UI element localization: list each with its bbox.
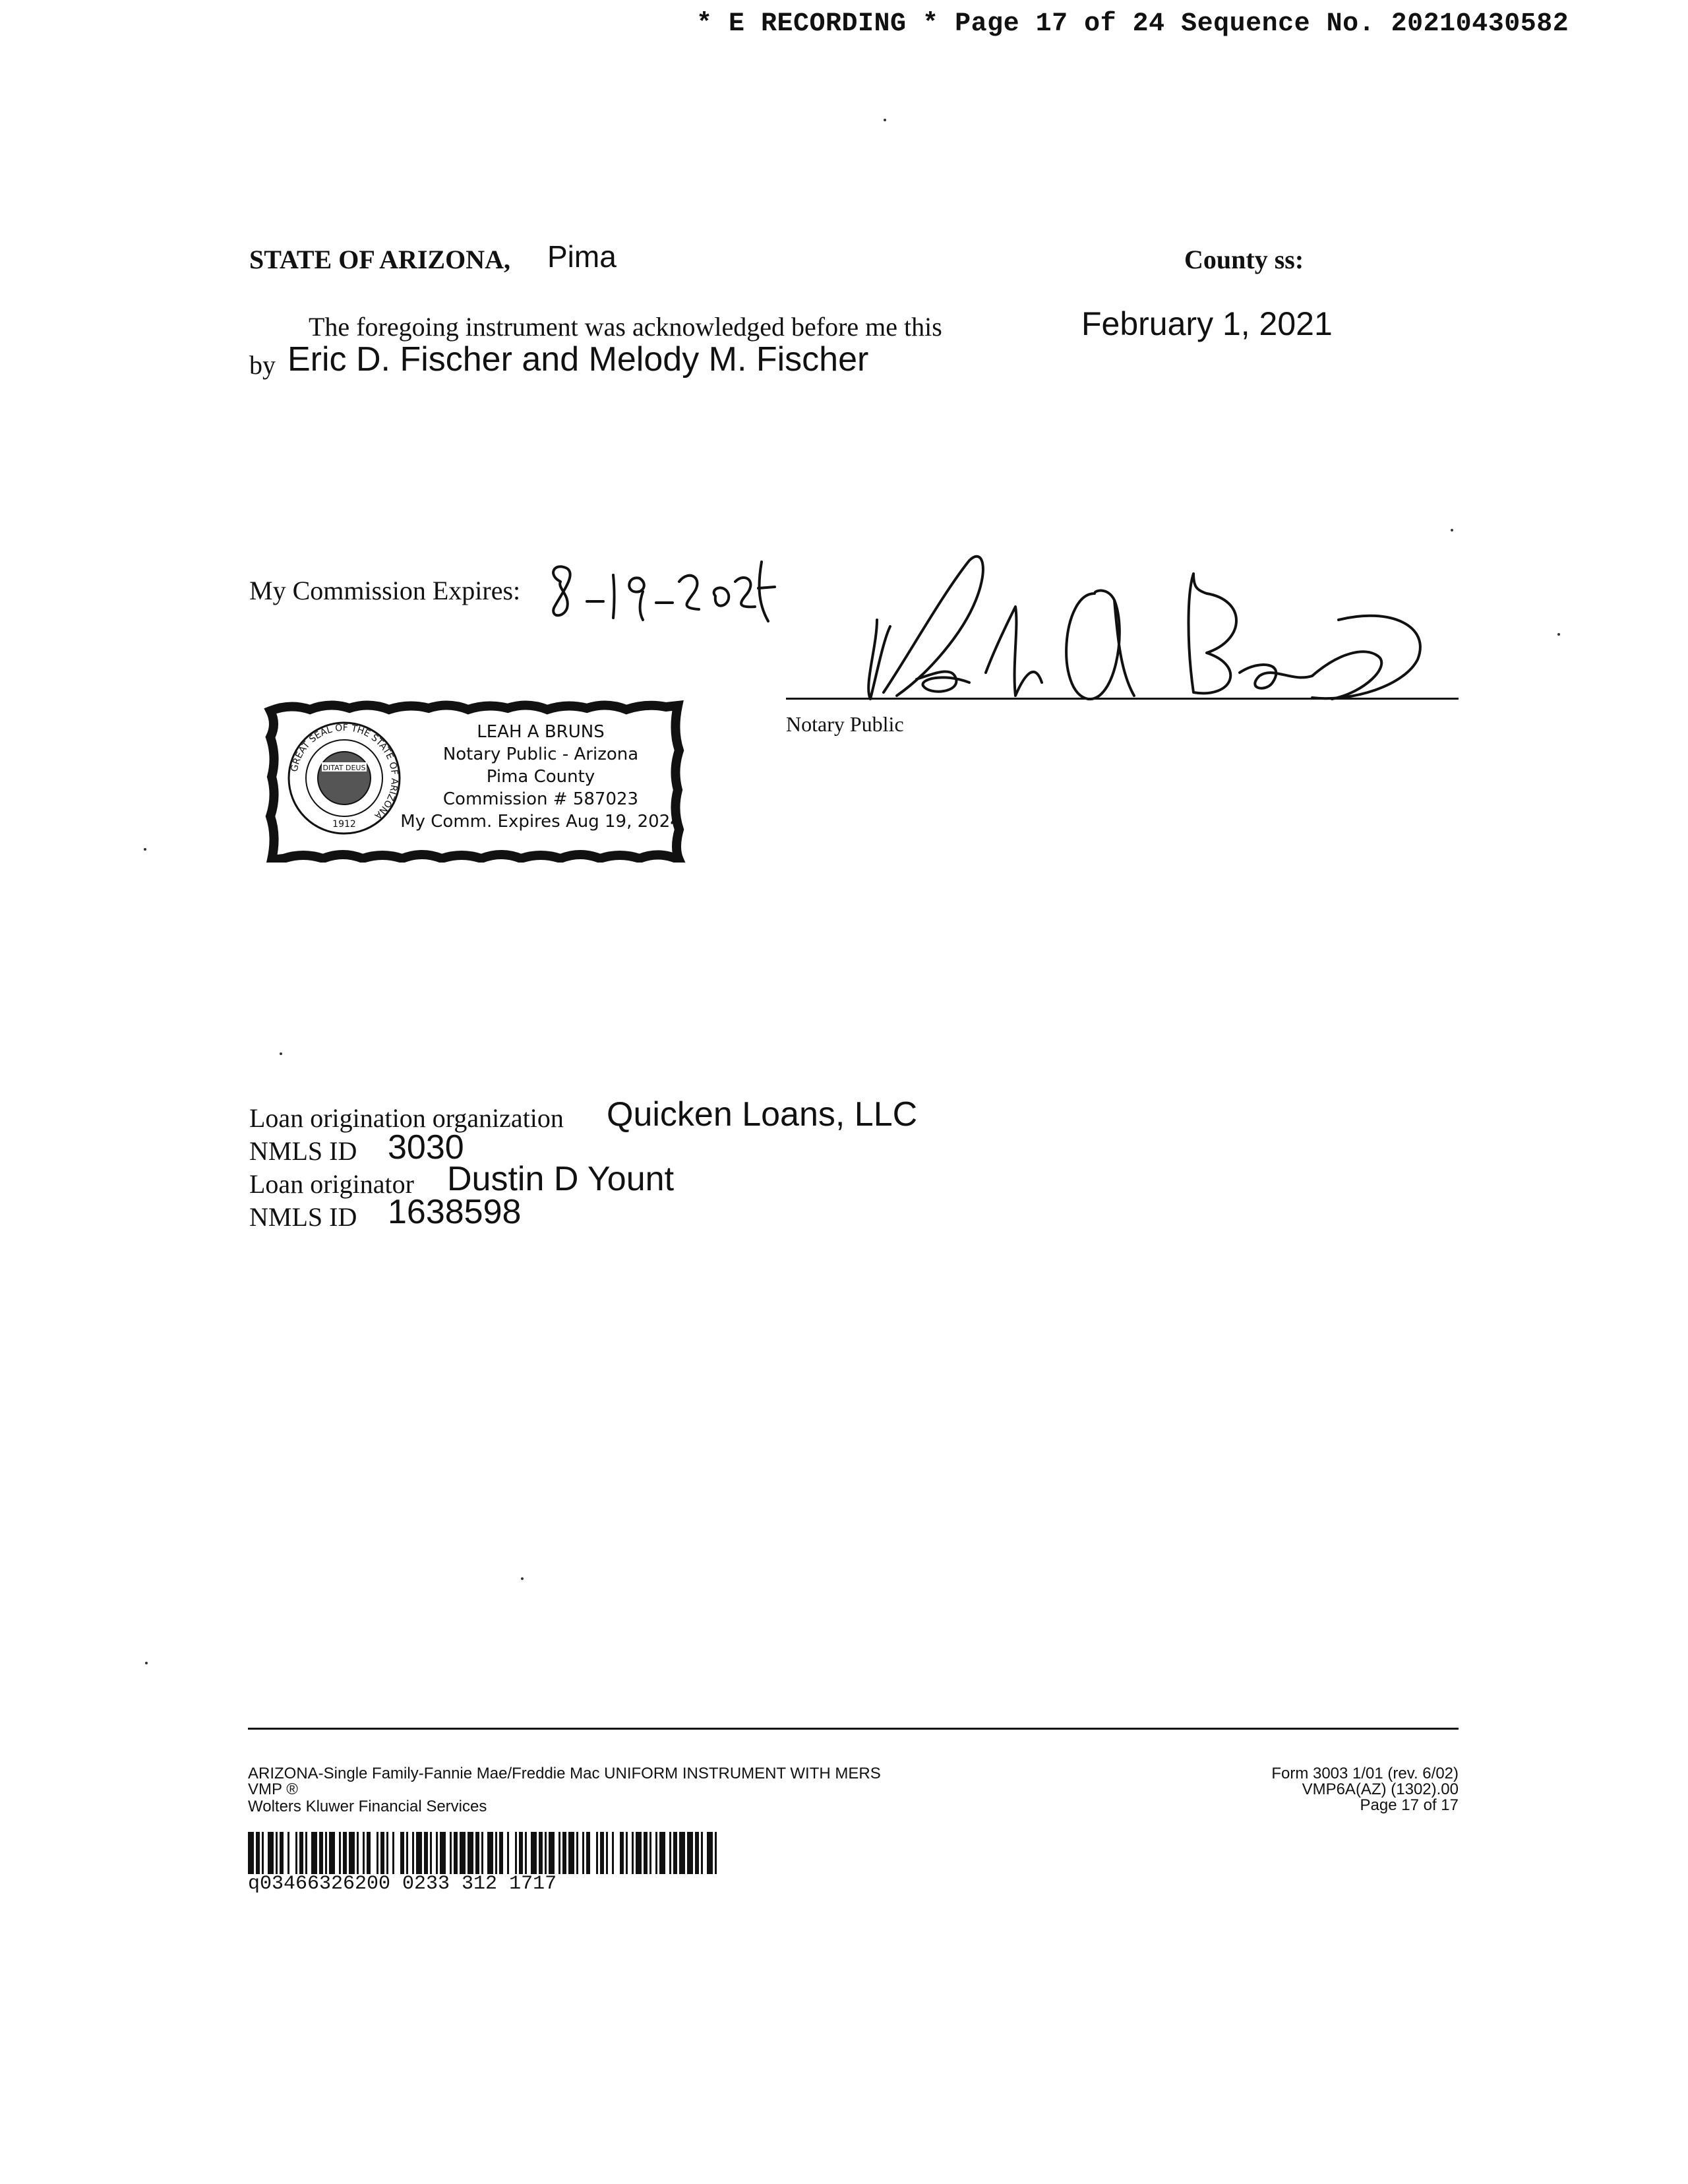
barcode-bar: [363, 1832, 365, 1874]
barcode-bar: [487, 1832, 493, 1874]
seal-motto: DITAT DEUS: [322, 764, 366, 772]
recording-banner: * E RECORDING * Page 17 of 24 Sequence No. 20210430582: [696, 9, 1569, 39]
barcode-bar: [424, 1832, 428, 1874]
barcode-bar: [600, 1832, 604, 1874]
seal-ring-text: GREAT SEAL OF THE STATE OF ARIZONA: [289, 722, 400, 821]
seal-county: Pima County: [486, 767, 595, 787]
scan-speck: [1451, 529, 1453, 531]
org-nmls-value: 3030: [388, 1128, 464, 1167]
barcode-bar: [701, 1832, 703, 1874]
barcode-bar: [440, 1832, 446, 1874]
barcode: [248, 1832, 720, 1877]
barcode-bar: [248, 1832, 254, 1874]
barcode-bar: [380, 1832, 384, 1874]
page-number: Page 17 of 17: [1360, 1796, 1459, 1814]
scan-speck: [1557, 633, 1560, 636]
barcode-bar: [256, 1832, 260, 1874]
county-name: Pima: [547, 239, 617, 274]
signer-names: Eric D. Fischer and Melody M. Fischer: [287, 340, 869, 379]
barcode-bar: [280, 1832, 284, 1874]
barcode-bar: [499, 1832, 503, 1874]
notary-public-label: Notary Public: [786, 712, 904, 736]
barcode-bar: [475, 1832, 479, 1874]
barcode-bar: [495, 1832, 497, 1874]
barcode-bar: [576, 1832, 578, 1874]
barcode-bar: [626, 1832, 628, 1874]
barcode-bar: [329, 1832, 335, 1874]
loan-org-label: Loan origination organization: [249, 1103, 564, 1133]
scan-speck: [145, 1662, 148, 1664]
barcode-bar: [412, 1832, 414, 1874]
scan-speck: [884, 119, 886, 121]
barcode-bar: [287, 1832, 289, 1874]
barcode-bar: [695, 1832, 699, 1874]
seal-commission-number: Commission # 587023: [442, 789, 639, 809]
barcode-bar: [539, 1832, 543, 1874]
barcode-bar: [715, 1832, 717, 1874]
barcode-bar: [467, 1832, 473, 1874]
barcode-bar: [515, 1832, 517, 1874]
footer-rule: [248, 1728, 1459, 1730]
barcode-bar: [400, 1832, 404, 1874]
barcode-bar: [339, 1832, 341, 1874]
vmp-code: VMP6A(AZ) (1302).00: [1302, 1780, 1459, 1798]
barcode-bar: [525, 1832, 527, 1874]
scan-speck: [521, 1577, 524, 1580]
barcode-bar: [460, 1832, 466, 1874]
notary-signature: [837, 541, 1457, 715]
barcode-bar: [311, 1832, 317, 1874]
barcode-bar: [406, 1832, 408, 1874]
barcode-number: q03466326200 0233 312 1717: [248, 1873, 557, 1895]
form-number: Form 3003 1/01 (rev. 6/02): [1271, 1765, 1459, 1782]
acknowledgment-date: February 1, 2021: [1081, 305, 1333, 342]
originator-value: Dustin D Yount: [447, 1160, 675, 1198]
barcode-bar: [392, 1832, 394, 1874]
barcode-bar: [357, 1832, 359, 1874]
scan-speck: [280, 1052, 282, 1055]
barcode-bar: [268, 1832, 274, 1874]
barcode-bar: [582, 1832, 584, 1874]
notary-seal-stamp: [264, 698, 686, 863]
originator-nmls-label: NMLS ID: [249, 1202, 357, 1232]
handwritten-commission-date: [541, 555, 778, 631]
barcode-bar: [549, 1832, 555, 1874]
barcode-bar: [649, 1832, 651, 1874]
barcode-bar: [673, 1832, 677, 1874]
barcode-bar: [262, 1832, 264, 1874]
barcode-bar: [596, 1832, 598, 1874]
barcode-bar: [612, 1832, 614, 1874]
barcode-bar: [450, 1832, 452, 1874]
footer-publisher: Wolters Kluwer Financial Services: [248, 1798, 487, 1815]
barcode-bar: [507, 1832, 509, 1874]
originator-label: Loan originator: [249, 1169, 414, 1199]
state-label: STATE OF ARIZONA,: [249, 245, 510, 274]
barcode-bar: [343, 1832, 347, 1874]
barcode-bar: [545, 1832, 547, 1874]
barcode-bar: [620, 1832, 624, 1874]
barcode-bar: [325, 1832, 327, 1874]
barcode-bar: [519, 1832, 523, 1874]
county-ss-label: County ss:: [1184, 245, 1304, 274]
barcode-bar: [586, 1832, 590, 1874]
seal-ring-year: 1912: [332, 819, 356, 830]
barcode-bar: [305, 1832, 307, 1874]
signature-line: [786, 698, 1459, 700]
loan-org-value: Quicken Loans, LLC: [607, 1095, 918, 1134]
commission-expires-label: My Commission Expires:: [249, 576, 521, 605]
barcode-bar: [377, 1832, 378, 1874]
org-nmls-label: NMLS ID: [249, 1136, 357, 1166]
barcode-bar: [659, 1832, 665, 1874]
by-label: by: [249, 350, 276, 380]
barcode-bar: [349, 1832, 355, 1874]
barcode-bar: [558, 1832, 560, 1874]
footer-vmp: VMP ®: [248, 1780, 298, 1798]
barcode-bar: [319, 1832, 323, 1874]
barcode-bar: [454, 1832, 458, 1874]
barcode-bar: [430, 1832, 432, 1874]
barcode-bar: [562, 1832, 566, 1874]
barcode-bar: [669, 1832, 671, 1874]
barcode-bar: [655, 1832, 657, 1874]
barcode-bar: [416, 1832, 422, 1874]
barcode-bar: [531, 1832, 537, 1874]
barcode-bar: [679, 1832, 685, 1874]
barcode-bar: [299, 1832, 303, 1874]
seal-notary-name: LEAH A BRUNS: [477, 722, 605, 742]
barcode-bar: [295, 1832, 297, 1874]
barcode-bar: [481, 1832, 483, 1874]
seal-notary-title: Notary Public - Arizona: [442, 744, 639, 764]
barcode-bar: [687, 1832, 693, 1874]
barcode-bar: [636, 1832, 642, 1874]
seal-expiration: My Comm. Expires Aug 19, 2024: [400, 812, 681, 832]
barcode-bar: [436, 1832, 438, 1874]
barcode-bar: [367, 1832, 371, 1874]
originator-nmls-value: 1638598: [388, 1193, 522, 1231]
barcode-bar: [644, 1832, 648, 1874]
barcode-bar: [386, 1832, 388, 1874]
barcode-bar: [276, 1832, 278, 1874]
footer-form-title: ARIZONA-Single Family-Fannie Mae/Freddie Mac UNIFORM INSTRUMENT WITH MERS: [248, 1765, 881, 1782]
barcode-bar: [707, 1832, 713, 1874]
barcode-bar: [568, 1832, 574, 1874]
barcode-bar: [632, 1832, 634, 1874]
acknowledgment-text: The foregoing instrument was acknowledged before me this: [309, 312, 942, 342]
barcode-bar: [606, 1832, 608, 1874]
scan-speck: [144, 848, 146, 851]
